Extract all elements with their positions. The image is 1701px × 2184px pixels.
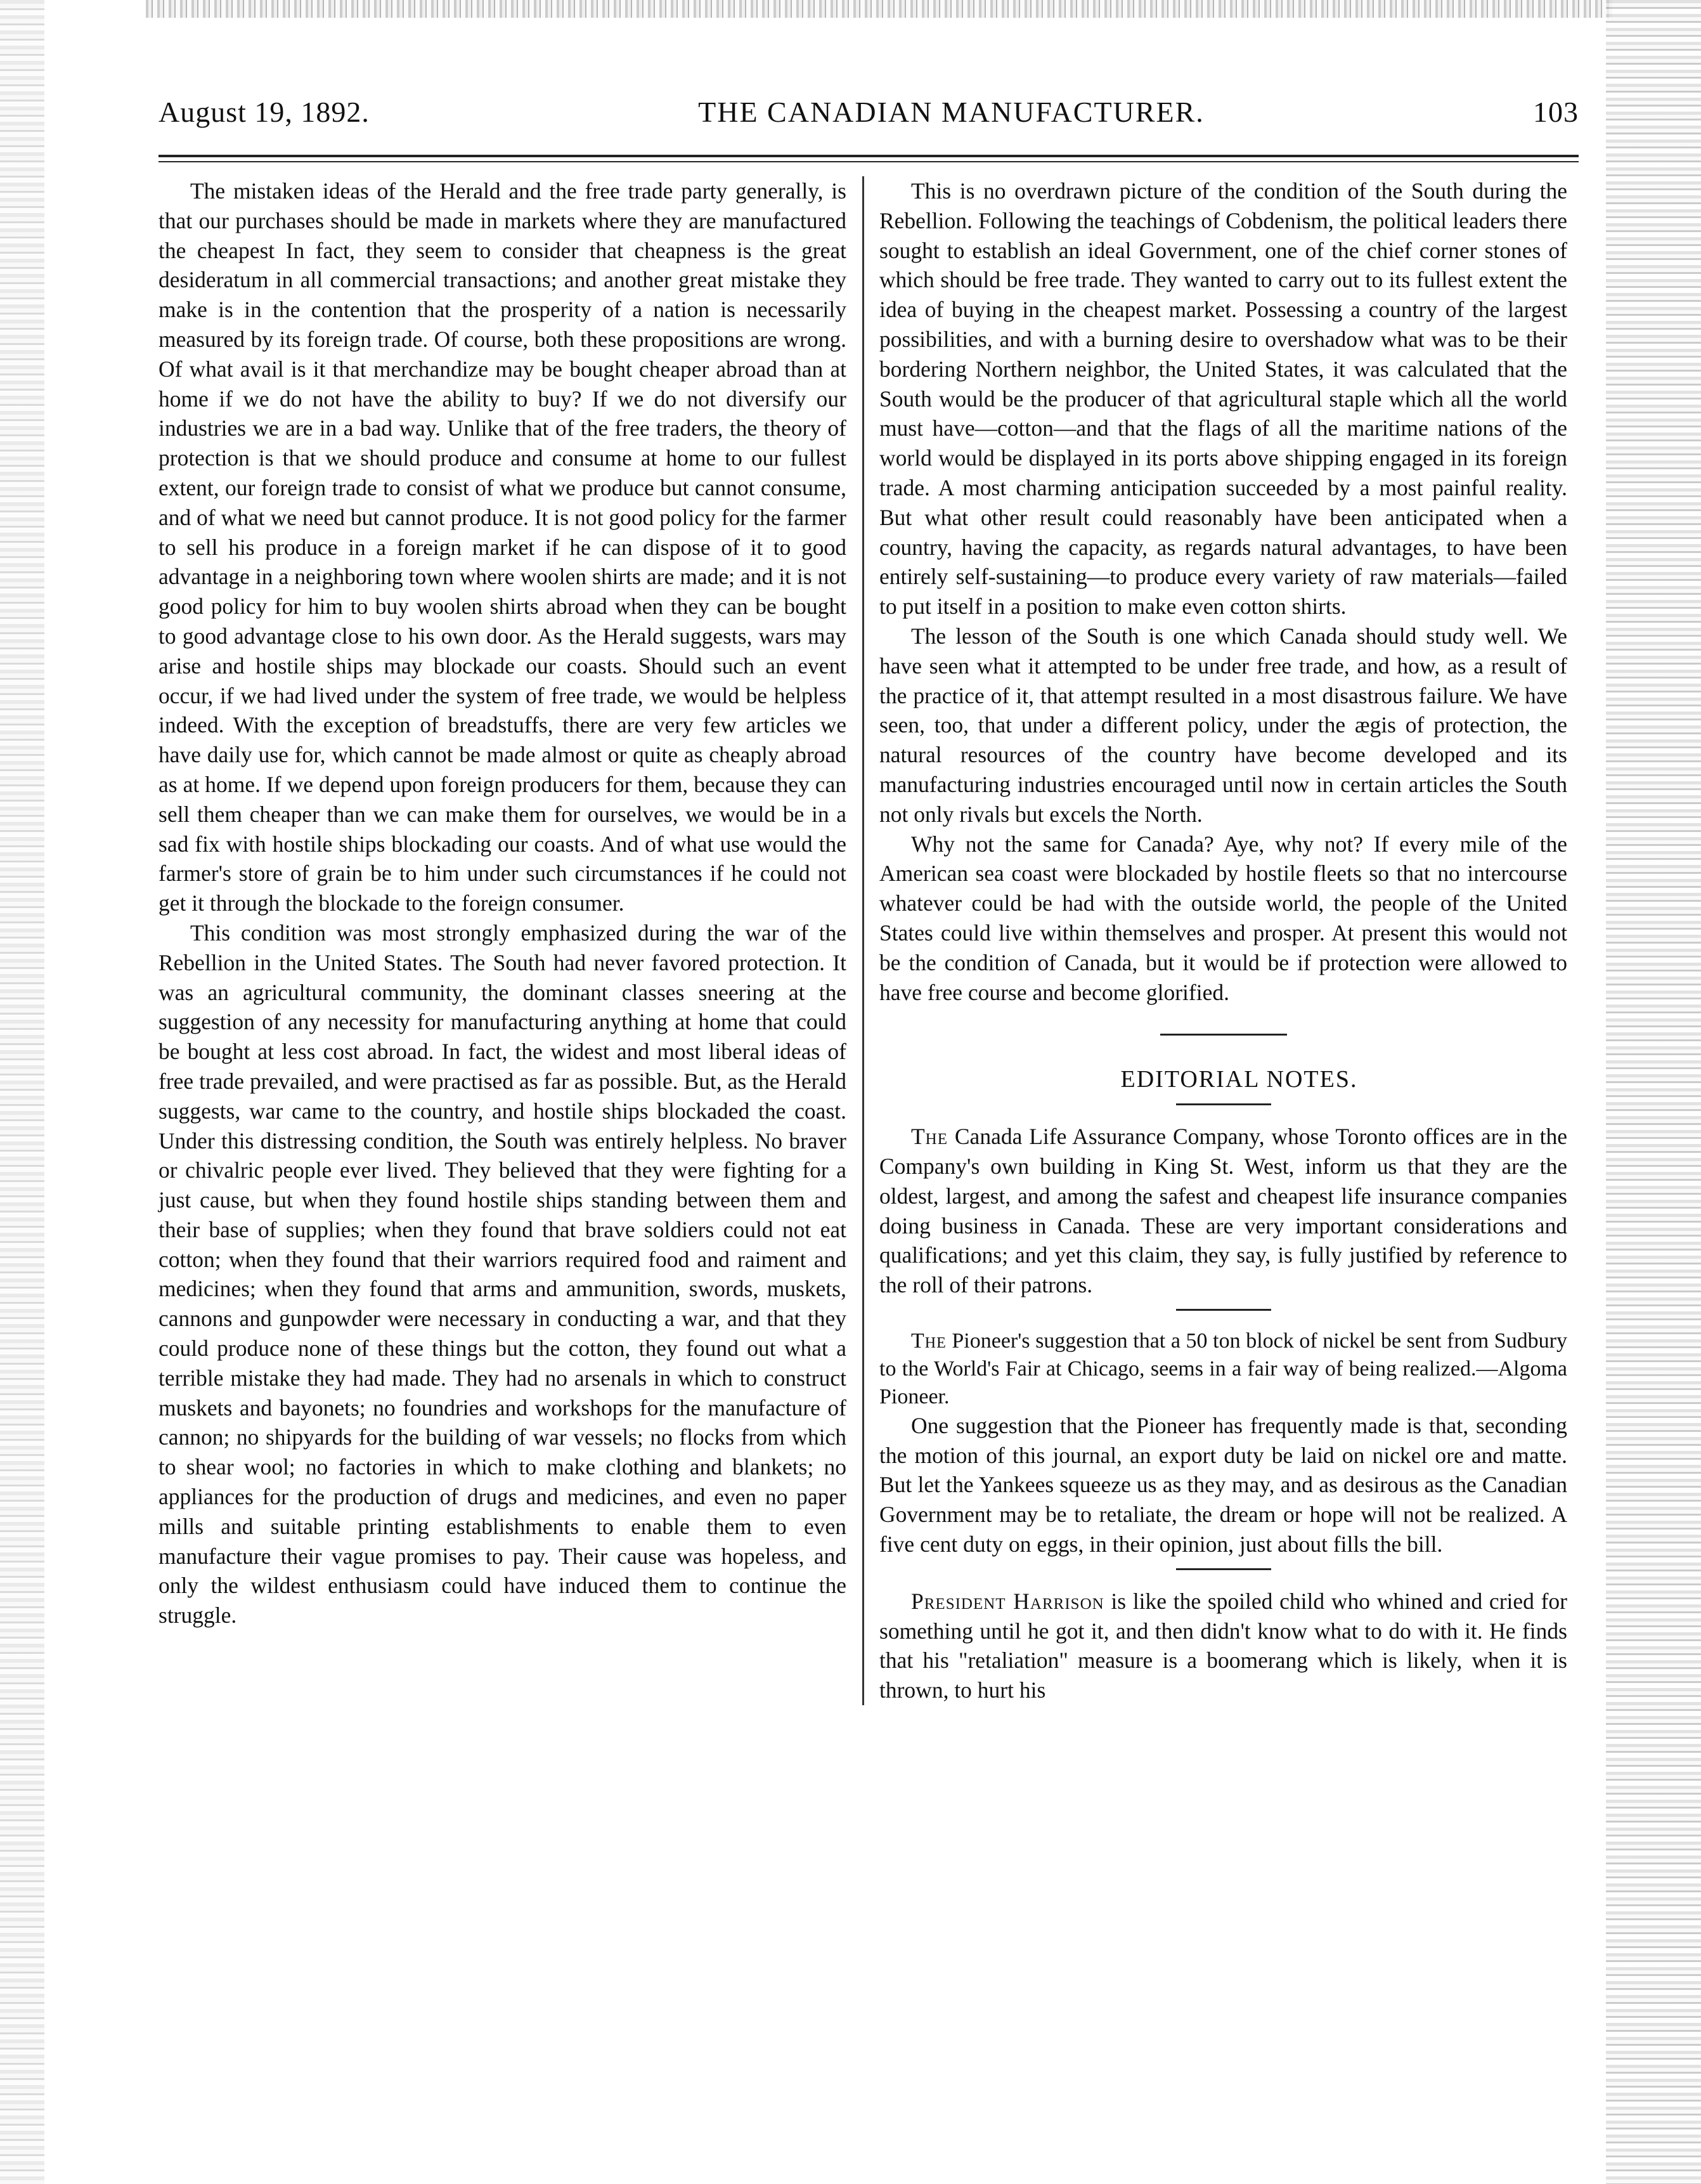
editorial-note: One suggestion that the Pioneer has frequently made is that, seconding the motion of this journal, an export duty be laid on nickel ore and matte. But let the Yankees squeeze us as they may, and as desirous as the Canadian Government may be to retaliate, the dream or hope will not be realized. A five cent duty on eggs, in their opinion, just about fills the bill. <box>879 1412 1567 1557</box>
note-rule <box>1176 1309 1271 1311</box>
section-rule <box>1160 1034 1287 1036</box>
article-paragraph: This condition was most strongly emphasized during the war of the Rebellion in the United States. The South had never favored protection. It was an agricultural community, the dominant classes sneering at the suggestion of any necessity for manufacturing anything at home that could be bought at less cost abroad. In fact, the widest and most liberal ideas of free trade prevailed, and were practised as far as possible. But, as the Herald suggests, war came to the country, and hostile ships blockaded the coast. Under this distressing condition, the South was entirely helpless. No braver or chivalric people ever lived. They believed that they were fighting for a just cause, but when they found hostile ships standing between them and their base of supplies; when they found that brave soldiers could not eat cotton; when they found that their warriors required food and raiment and medicines; when they found that arms and ammunition, swords, muskets, cannons and gunpowder were necessary in conducting a war, and that they could produce none of these things but the cotton, they found out what a terrible mistake they had made. They had no arsenals in which to construct muskets and bayonets; no foundries and workshops for the manufacture of cannon; no shipyards for the building of war vessels; no flocks from which to shear wool; no factories in which to make clothing and blankets; no appliances for the production of drugs and medicines, and even no paper mills and suitable printing establishments to enable them to even manufacture their vague promises to pay. Their cause was hopeless, and only the wildest enthusiasm could have induced them to continue the struggle. <box>158 920 846 1628</box>
editorial-note <box>879 1122 1567 1300</box>
article-paragraph: The mistaken ideas of the Herald and the free trade party generally, is that our purchases should be made in markets where they are manufactured the cheapest In fact, they seem to consider that cheapness is the great desideratum in all commercial transactions; and another great mistake they make is in the contention that the prosperity of a nation is necessarily measured by its foreign trade. Of course, both these propositions are wrong. Of what avail is it that merchandize may be bought cheaper abroad than at home if we do not have the ability to buy? If we do not diversify our industries we are in a bad way. Unlike that of the free traders, the theory of protection is that we should produce and consume at home to our fullest extent, our foreign trade to consist of what we produce but cannot consume, and of what we need but cannot produce. It is not good policy for the farmer to sell his produce in a foreign market if he can dispose of it to good advantage in a neighboring town where woolen shirts are made; and it is not good policy for him to buy woolen shirts abroad when they can be bought to good advantage close to his own door. As the Herald suggests, wars may arise and hostile ships may blockade our coasts. Should such an event occur, if we had lived under the system of free trade, we would be helpless indeed. With the exception of breadstuffs, there are very few articles we have daily use for, which cannot be made almost or quite as cheaply abroad as at home. If we depend upon foreign producers for them, because they can sell them cheaper than we can make them for ourselves, we would be in a sad fix with hostile ships blockading our coasts. And of what use would the farmer's store of grain be to him under such circumstances if he could not get it through the blockade to the foreign consumer. <box>158 178 846 916</box>
newspaper-page <box>158 95 1579 1705</box>
columns <box>158 176 1579 1705</box>
left-column <box>158 176 862 1705</box>
article-paragraph: This is no overdrawn picture of the condition of the South during the Rebellion. Following the teachings of Cobdenism, the political leaders there sought to establish an ideal Government, one of the chief corner stones of which should be free trade. They wanted to carry out to its fullest extent the idea of buying in the cheapest market. Possessing a country of the largest possibilities, and with a burning desire to overshadow what was to be their bordering Northern neighbor, the United States, it was calculated that the South would be the producer of that agricultural staple which all the world must have—cotton—and that the flags of all the maritime nations of the world would be displayed in its ports above shipping engaged in its foreign trade. A most charming anticipation succeeded by a most painful reality. But what other result could reasonably have been anticipated when a country, having the capacity, as regards natural advantages, to have been entirely self-sustaining—to produce every variety of raw materials—failed to put itself in a position to make even cotton shirts. <box>879 178 1567 620</box>
note-rule <box>1176 1568 1271 1570</box>
scan-edge-right <box>1606 0 1701 2184</box>
header-rule <box>158 155 1579 162</box>
section-heading: EDITORIAL NOTES. <box>1120 1066 1358 1093</box>
editorial-note <box>879 1587 1567 1705</box>
note-text: Pioneer's suggestion that a 50 ton block of nickel be sent from Sudbury to the World's Fair at Chicago, seems in a fair way of being realized.—Algoma Pioneer. <box>879 1329 1567 1408</box>
note-lead: President Harrison <box>911 1588 1104 1614</box>
issue-date: August 19, 1892. <box>158 96 370 128</box>
right-column <box>864 176 1567 1705</box>
scan-edge-left <box>0 0 44 2184</box>
editorial-note <box>879 1327 1567 1411</box>
page-number: 103 <box>1533 96 1579 128</box>
note-text: is like the spoiled child who whined and cried for something until he got it, and then didn't know what to do with it. He finds that his "retaliation" measure is a boomerang which is likely, when it is thrown, to hurt his <box>879 1588 1567 1703</box>
scan-edge-top <box>146 0 1612 18</box>
publication-title: THE CANADIAN MANUFACTURER. <box>698 96 1205 128</box>
article-paragraph: Why not the same for Canada? Aye, why not? If every mile of the American sea coast were blockaded by hostile fleets so that no intercourse whatever could be had with the outside world, the people of the United States could live within themselves and prosper. At present this would not be the condition of Canada, but it would be if protection were allowed to have free course and become glorified. <box>879 831 1567 1005</box>
heading-rule <box>1176 1103 1271 1105</box>
note-text: Canada Life Assurance Company, whose Toronto offices are in the Company's own building in King St. West, inform us that they are the oldest, largest, and among the safest and cheapest life insurance companies doing business in Canada. These are very important considerations and qualifications; and yet this claim, they say, is fully justified by reference to the roll of their patrons. <box>879 1124 1567 1298</box>
article-paragraph: The lesson of the South is one which Canada should study well. We have seen what it attempted to be under free trade, and how, as a result of the practice of it, that attempt resulted in a most disastrous failure. We have seen, too, that under a different policy, under the ægis of protection, the natural resources of the country have become developed and its manufacturing industries encouraged until now in certain articles the South not only rivals but excels the North. <box>879 623 1567 827</box>
note-lead: The <box>911 1124 948 1150</box>
note-lead: The <box>911 1329 947 1353</box>
running-head <box>158 95 1579 152</box>
